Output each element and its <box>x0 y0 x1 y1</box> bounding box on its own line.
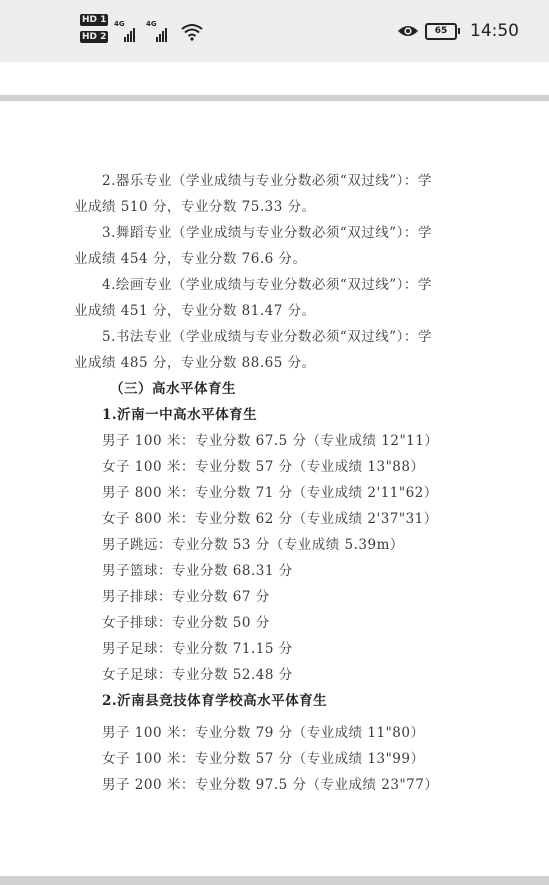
list-item: 男子 100 米：专业分数 67.5 分（专业成绩 12"11） <box>102 433 439 449</box>
list-item: 女子排球：专业分数 50 分 <box>102 615 270 631</box>
sim1-badge: HD 1 <box>82 15 107 25</box>
status-left <box>80 14 210 48</box>
battery-level: 65 <box>425 23 457 40</box>
list-item: 男子 200 米：专业分数 97.5 分（专业成绩 23"77） <box>102 777 439 793</box>
list-item: 男子跳远：专业分数 53 分（专业成绩 5.39m） <box>102 537 404 553</box>
list-item: 女子 100 米：专业分数 57 分（专业成绩 13"99） <box>102 751 425 767</box>
list-item: 男子 100 米：专业分数 79 分（专业成绩 11"80） <box>102 725 425 741</box>
page-divider-top <box>0 95 549 101</box>
clock: 14:50 <box>470 21 519 41</box>
list-item: 女子足球：专业分数 52.48 分 <box>102 667 293 683</box>
art-item-5-line2: 业成绩 485 分，专业分数 88.65 分。 <box>74 355 316 371</box>
art-item-4-line1: 4.绘画专业（学业成绩与专业分数必须“双过线”）：学 <box>102 277 432 293</box>
art-item-3-line1: 3.舞蹈专业（学业成绩与专业分数必须“双过线”）：学 <box>102 225 432 241</box>
status-right <box>397 18 519 44</box>
list-item: 男子足球：专业分数 71.15 分 <box>102 641 293 657</box>
list-item: 女子 800 米：专业分数 62 分（专业成绩 2'37"31） <box>102 511 438 527</box>
battery-icon <box>425 23 460 40</box>
sim2-badge: HD 2 <box>82 32 107 42</box>
list-item: 男子排球：专业分数 67 分 <box>102 589 270 605</box>
signal-2-icon: 4G <box>146 20 172 42</box>
art-item-3-line2: 业成绩 454 分，专业分数 76.6 分。 <box>74 251 307 267</box>
status-bar <box>0 0 549 62</box>
art-item-2-line1: 2.器乐专业（学业成绩与专业分数必须“双过线”）：学 <box>102 173 432 189</box>
page-divider-bottom <box>0 876 549 885</box>
eye-icon <box>397 24 419 38</box>
signal-1-icon: 4G <box>114 20 140 42</box>
art-item-4-line2: 业成绩 451 分，专业分数 81.47 分。 <box>74 303 316 319</box>
section-heading: （三）高水平体育生 <box>110 381 236 397</box>
list-item: 女子 100 米：专业分数 57 分（专业成绩 13"88） <box>102 459 425 475</box>
school2-title: 2.沂南县竞技体育学校高水平体育生 <box>102 693 328 709</box>
list-item: 男子 800 米：专业分数 71 分（专业成绩 2'11"62） <box>102 485 438 501</box>
art-item-2-line2: 业成绩 510 分，专业分数 75.33 分。 <box>74 199 316 215</box>
school1-title: 1.沂南一中高水平体育生 <box>102 407 258 423</box>
list-item: 男子篮球：专业分数 68.31 分 <box>102 563 293 579</box>
wifi-icon <box>180 22 204 42</box>
document-page <box>74 168 484 798</box>
art-item-5-line1: 5.书法专业（学业成绩与专业分数必须“双过线”）：学 <box>102 329 432 345</box>
